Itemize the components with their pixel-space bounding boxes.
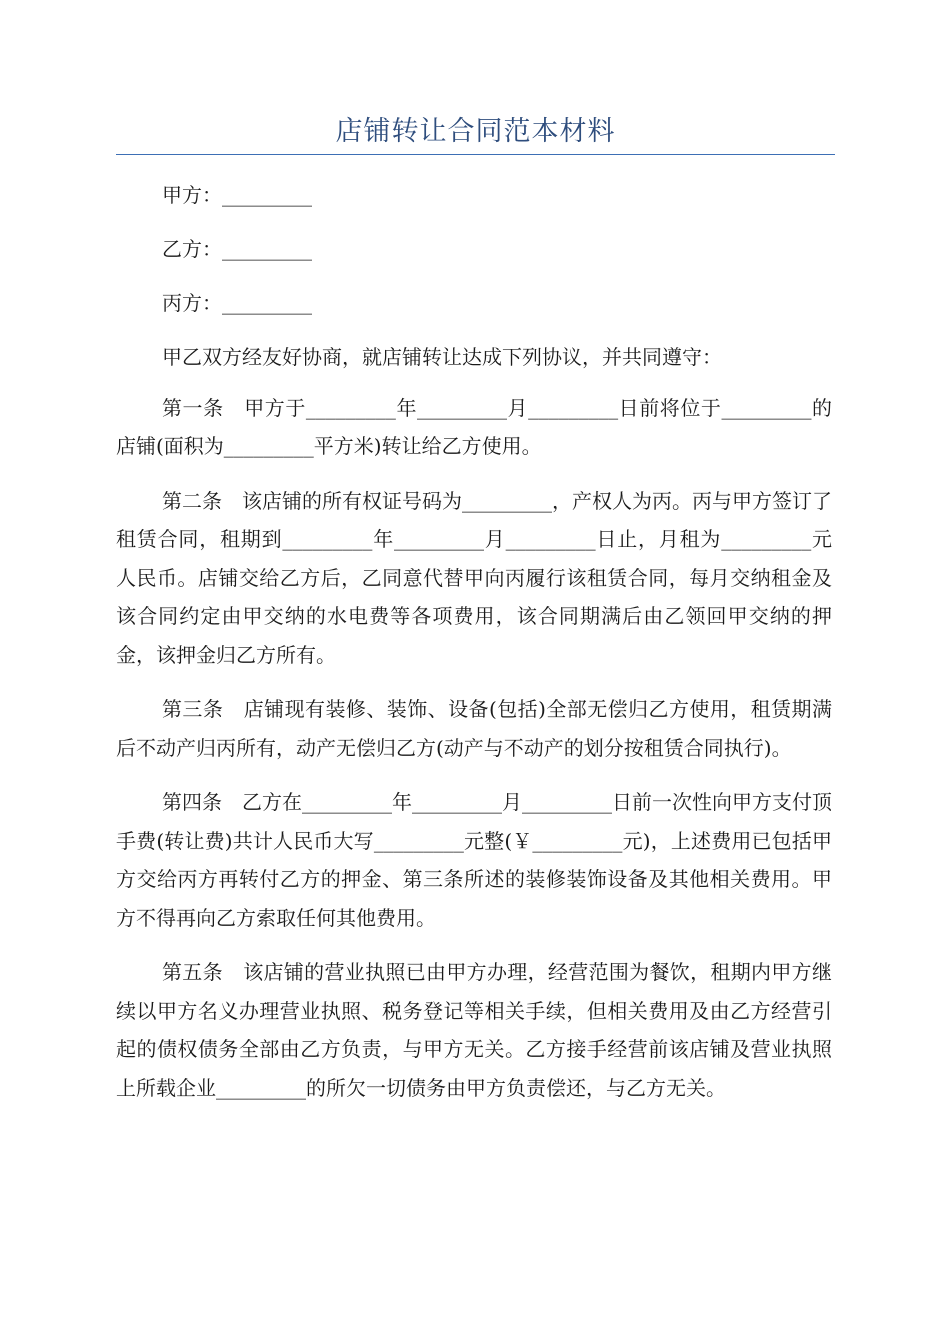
document-title: 店铺转让合同范本材料: [335, 116, 616, 147]
party-c-line: 丙方：_________: [162, 291, 312, 315]
article-2: 第二条 该店铺的所有权证号码为_________，产权人为丙。丙与甲方签订了租赁合同，租期到_________年_________月_________日止，月租为_________元人民币。店铺交给乙方后，乙同意代替甲向丙履行该租赁合同，每月交纳租金及该合同约定由甲交纳的水电费等各项费用，该合同期满后由乙领回甲交纳的押金，该押金归乙方所有。: [116, 488, 832, 667]
article-5: 第五条 该店铺的营业执照已由甲方办理，经营范围为餐饮，租期内甲方继续以甲方名义办理营业执照、税务登记等相关手续，但相关费用及由乙方经营引起的债权债务全部由乙方负责，与甲方无关。乙方接手经营前该店铺及营业执照上所载企业_________的所欠一切债务由甲方负责偿还，与乙方无关。: [116, 960, 832, 1100]
title-underline: [116, 154, 835, 155]
intro-paragraph: 甲乙双方经友好协商，就店铺转让达成下列协议，并共同遵守：: [162, 345, 722, 369]
article-1: 第一条 甲方于_________年_________月_________日前将位于_________的店铺(面积为_________平方米)转让给乙方使用。: [116, 395, 832, 458]
party-b-line: 乙方：_________: [162, 237, 312, 261]
article-3: 第三条 店铺现有装修、装饰、设备(包括)全部无偿归乙方使用，租赁期满后不动产归丙所有，动产无偿归乙方(动产与不动产的划分按租赁合同执行)。: [116, 697, 832, 760]
article-4: 第四条 乙方在_________年_________月_________日前一次性向甲方支付顶手费(转让费)共计人民币大写_________元整(￥_________元)，上述费用已包括甲方交给丙方再转付乙方的押金、第三条所述的装修装饰设备及其他相关费用。甲方不得再向乙方索取任何其他费用。: [116, 790, 832, 930]
document-body: [116, 176, 832, 1123]
party-a-line: 甲方：_________: [162, 183, 312, 207]
